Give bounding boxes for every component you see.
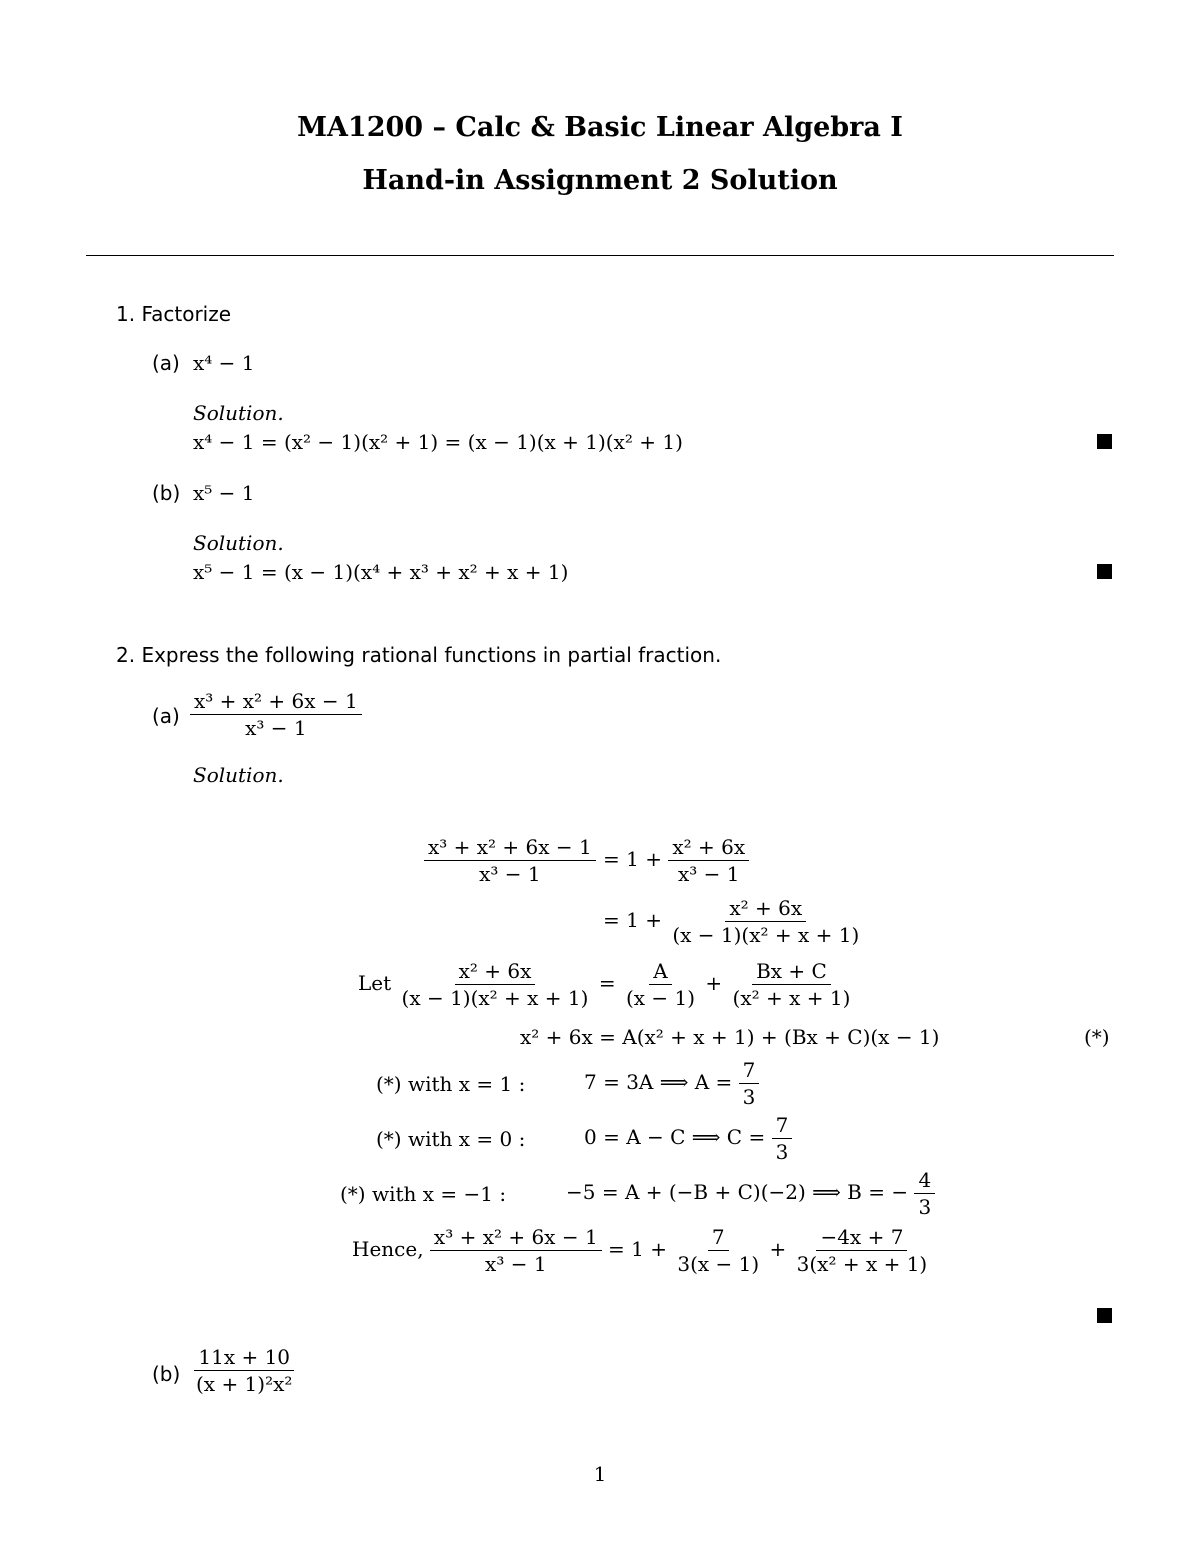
work-text: 0 = A − C ⟹ C = [584, 1125, 766, 1149]
page-number: 1 [593, 1462, 607, 1486]
denominator: (x² + x + 1) [732, 986, 851, 1010]
numerator: 7 [708, 1224, 729, 1251]
q2-prompt: Express the following rational functions in partial fraction. [141, 643, 722, 667]
fraction [622, 958, 699, 1011]
deriv-line5-cond: (*) with x = 1 : [376, 1072, 526, 1096]
plus-sign: + [769, 1237, 787, 1261]
equation-rhs: = A(x² + x + 1) + (Bx + C)(x − 1) [599, 1025, 940, 1049]
denominator: (x + 1)²x² [196, 1372, 293, 1396]
denominator: 3 [918, 1195, 932, 1219]
denominator: (x − 1)(x² + x + 1) [401, 986, 589, 1010]
q1a-label: (a) [152, 351, 180, 375]
hence-text: Hence, [352, 1237, 424, 1261]
numerator: x³ + x² + 6x − 1 [190, 688, 362, 715]
numerator: 7 [739, 1057, 760, 1084]
denominator: 3(x − 1) [677, 1252, 760, 1276]
q1-prompt: Factorize [141, 302, 232, 326]
plus-sign: + [705, 971, 723, 995]
q1b-label: (b) [152, 481, 181, 505]
q2a-label: (a) [152, 704, 180, 728]
fraction [668, 895, 863, 948]
denominator: 3(x² + x + 1) [796, 1252, 928, 1276]
fraction [772, 1112, 793, 1165]
deriv-line1-rhs [603, 834, 749, 887]
numerator: Bx + C [752, 958, 831, 985]
q1a-expr: x⁴ − 1 [193, 351, 255, 375]
numerator: x³ + x² + 6x − 1 [424, 834, 596, 861]
fraction [192, 1344, 296, 1397]
q2a-expr [190, 688, 362, 741]
denominator: x³ − 1 [479, 862, 541, 886]
equation-lhs: x² + 6x [520, 1025, 593, 1049]
equals-one-plus: = 1 + [603, 908, 662, 932]
fraction [398, 958, 593, 1011]
header-rule [86, 255, 1114, 256]
q2a-solution-label: Solution. [193, 763, 284, 787]
equals-one-plus: = 1 + [608, 1237, 667, 1261]
let-text: Let [358, 971, 392, 995]
fraction [914, 1167, 935, 1220]
fraction [739, 1057, 760, 1110]
numerator: 4 [914, 1167, 935, 1194]
deriv-line6-cond: (*) with x = 0 : [376, 1127, 526, 1151]
q1a-solution-label: Solution. [193, 401, 284, 425]
q2-number: 2. [116, 643, 136, 667]
q1-heading [116, 302, 231, 326]
equation-tag: (*) [1084, 1025, 1110, 1049]
numerator: x² + 6x [725, 895, 806, 922]
assignment-title: Hand-in Assignment 2 Solution [362, 165, 838, 196]
qed-mark [1097, 434, 1112, 449]
q2-heading [116, 643, 721, 667]
q2b-label: (b) [152, 1362, 181, 1386]
work-text: 7 = 3A ⟹ A = [584, 1070, 733, 1094]
denominator: (x − 1)(x² + x + 1) [672, 923, 860, 947]
fraction [673, 1224, 763, 1277]
q1-number: 1. [116, 302, 136, 326]
numerator: x² + 6x [455, 958, 536, 985]
numerator: x³ + x² + 6x − 1 [430, 1224, 602, 1251]
qed-mark [1097, 1308, 1112, 1323]
denominator: x³ − 1 [677, 862, 740, 886]
work-text: −5 = A + (−B + C)(−2) ⟹ B = − [566, 1180, 909, 1204]
deriv-line6-work [584, 1112, 792, 1165]
deriv-line2-rhs [603, 895, 863, 948]
deriv-line8 [352, 1224, 931, 1277]
course-title: MA1200 – Calc & Basic Linear Algebra I [297, 112, 903, 143]
denominator: x³ − 1 [245, 716, 307, 740]
numerator: 7 [772, 1112, 793, 1139]
deriv-line5-work [584, 1057, 759, 1110]
deriv-line3 [358, 958, 854, 1011]
fraction [729, 958, 855, 1011]
fraction [668, 834, 749, 887]
q1a-solution: x⁴ − 1 = (x² − 1)(x² + 1) = (x − 1)(x + 1)(x² + 1) [193, 430, 683, 454]
numerator: 11x + 10 [194, 1344, 294, 1371]
fraction [424, 834, 596, 887]
q1b-solution-label: Solution. [193, 531, 284, 555]
numerator: x² + 6x [668, 834, 749, 861]
fraction [793, 1224, 932, 1277]
q1b-solution: x⁵ − 1 = (x − 1)(x⁴ + x³ + x² + x + 1) [193, 560, 569, 584]
fraction [190, 688, 362, 741]
deriv-line7-cond: (*) with x = −1 : [340, 1182, 507, 1206]
deriv-line7-work [566, 1167, 935, 1220]
denominator: (x − 1) [625, 986, 696, 1010]
q1b-expr: x⁵ − 1 [193, 481, 255, 505]
q2b-expr [192, 1344, 296, 1397]
equals-one-plus: = 1 + [603, 847, 662, 871]
numerator: −4x + 7 [816, 1224, 907, 1251]
denominator: x³ − 1 [485, 1252, 547, 1276]
qed-mark [1097, 564, 1112, 579]
deriv-line4 [520, 1025, 939, 1049]
denominator: 3 [742, 1085, 756, 1109]
numerator: A [649, 958, 671, 985]
equals-sign: = [598, 971, 616, 995]
deriv-line1-lhs [424, 834, 596, 887]
fraction [430, 1224, 602, 1277]
denominator: 3 [775, 1140, 789, 1164]
